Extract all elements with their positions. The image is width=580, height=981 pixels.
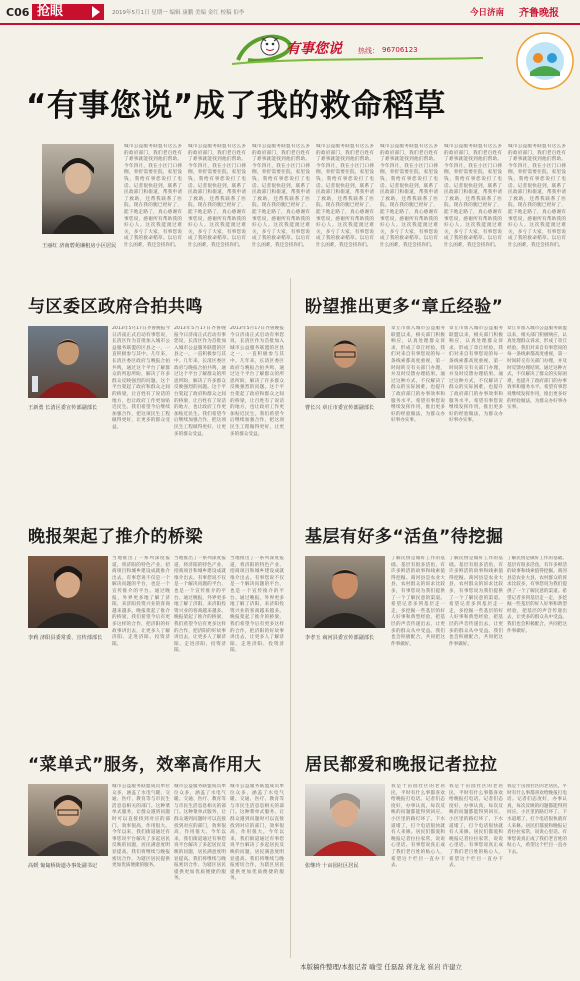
banner — [0, 26, 580, 74]
portrait-photo — [42, 144, 114, 234]
section-col-1: 城市公益服务联盟成员单位众多，涵盖了水电气暖、交通、医疗、教育等与市民生活息息相关的部门。这种菜单式服务，让群众遇到问题时可以直接找到对应的部门，效率很高，作用很大。今年以来，我们街道通过有事您说平台解决了多起居民反映的问题，居民满意度明显提高。我们将继续与晚报密切合作，为辖区居民提供更加优质便捷的服务。 — [112, 784, 170, 869]
header-rule — [0, 23, 580, 25]
section-caption: 张继玲 十亩园社区居民 — [305, 863, 359, 869]
section-col-3: 了解民情是做好工作的基础。基层有很多活鱼，有许多鲜活的故事和线索值得挖掘。商河县是农业大县，农村群众的诉求比较多，有事您说为我们提供了一个了解民意的渠道。希望记者多到基层走一走，多挖掘一些基层的好人好事和典型经验，把基层的声音传递出去，让更多的群众从中受益。我们也会积极配合，共同把这件事做好。 — [507, 556, 567, 634]
section-col-3: 城市公益服务联盟成员单位众多，涵盖了水电气暖、交通、医疗、教育等与市民生活息息相关的部门。这种菜单式服务，让群众遇到问题时可以直接找到对应的部门，效率很高，作用很大。今年以来，我们街道通过有事您说平台解决了多起居民反映的问题，居民满意度明显提高。我们将继续与晚报密切合作，为辖区居民提供更加优质便捷的服务。 — [230, 784, 284, 882]
portrait-photo — [305, 326, 385, 398]
caption-name: 王丽红 — [42, 243, 58, 249]
section-district-cooperation — [0, 280, 290, 510]
section-col-2: 了解民情是做好工作的基础。基层有很多活鱼，有许多鲜活的故事和线索值得挖掘。商河县是农业大县，农村群众的诉求比较多，有事您说为我们提供了一个了解民意的渠道。希望记者多到基层走一走，多挖掘一些基层的好人好事和典型经验，把基层的声音传递出去，让更多的群众从中受益。我们也会积极配合，共同把这件事做好。 — [449, 556, 503, 647]
section-title: 盼望推出更多“章丘经验” — [305, 297, 504, 317]
section-caption: 王新勇 长清区委宣传部副部长 — [28, 405, 98, 411]
portrait-photo — [305, 784, 385, 856]
section-col-2: 我是十亩园社区的老居民，平时有什么事都喜欢给晚报打电话。记者们态度好，办事认真，每次反映的问题都能得到回应。小区里的路灯坏了、下水道堵了，打个电话很快就有人来修。居民们都爱和晚报记者拉拉家常，说说心里话。有事您说真正成了我们老百姓的贴心人，希望这个栏目一直办下去。 — [449, 784, 503, 869]
header-info: 2019年5月1日 星期一 编辑 康鹏 美编 金红 校稿 伯李 — [112, 10, 245, 16]
section-col-3: 当地推出了一系列深度报道，将济阳的特色产业、招商项目和城乡建设成就推介出去。有事您说不仅是一个解决问题的平台，也是一个宣传推介的平台。通过晚报，外界更多地了解了济阳，来济阳投资兴业的客商越来越多。晚报架起了推介的桥梁，我们希望今后有更多这样的合作，把济阳的好故事讲出去，让更多人了解济阳、走进济阳、投资济阳。 — [230, 556, 284, 654]
section-col-3: 2013年5月17日齐鲁晚报今日济南正式启动有事您说，长清区作为首批加入城市公益服务联盟的区县之一，一直积极参与其中。几年来，长清区委区政府与晚报合拍共鸣，通过这个平台了解群众的所思所盼，解决了许多群众反映强烈的问题。这个平台架起了政府和群众之间的桥梁，让百姓有了说话的地方，也让政府工作更加贴近民生。我们希望今后继续加强合作，把这项民生工程做得更好，让更多的群众受益。 — [230, 326, 284, 437]
intro-col-2: 城市公益服务联盟有这么多的政府部门，我们老百姓有了难事就能找到他们帮助。今年四月，我在小区门口摔倒，骨折需要住院，家里没钱，我给有事您说打了电话。记者很快赶到，联系了民政部门和街道，帮我申请了救助，还帮我联系了医院。现在我的腿已经好了，能下地走路了，真心感谢有事您说，感谢所有帮助我的好心人。这次我能渡过难关，多亏了大家，有事您说成了我的救命稻草。以后有什么困难，我还会找你们。 — [188, 144, 246, 248]
section-col-1: 了解民情是做好工作的基础。基层有很多活鱼，有许多鲜活的故事和线索值得挖掘。商河县是农业大县，农村群众的诉求比较多，有事您说为我们提供了一个了解民意的渠道。希望记者多到基层走一走，多挖掘一些基层的好人好事和典型经验，把基层的声音传递出去，让更多的群众从中受益。我们也会积极配合，共同把这件事做好。 — [391, 556, 445, 647]
mascot-icon — [258, 32, 282, 58]
section-col-1: 2013年5月17日齐鲁晚报今日济南正式启动有事您说，长清区作为首批加入城市公益服务联盟的区县之一，一直积极参与其中。几年来，长清区委区政府与晚报合拍共鸣，通过这个平台了解群众的所思所盼，解决了许多群众反映强烈的问题。这个平台架起了政府和群众之间的桥梁，让百姓有了说话的地方，也让政府工作更加贴近民生。我们希望今后继续加强合作，把这项民生工程做得更好，让更多的群众受益。 — [112, 326, 170, 430]
section-zhangqiu-experience — [291, 280, 580, 510]
section-title: 晚报架起了推介的桥梁 — [28, 527, 203, 547]
section-title: 基层有好多“活鱼”待挖掘 — [305, 527, 504, 547]
banner-title: 有事您说 — [286, 41, 342, 57]
intro-section — [0, 132, 580, 272]
main-headline: “有事您说”成了我的救命稻草 — [26, 88, 446, 124]
intro-col-6: 城市公益服务联盟有这么多的政府部门，我们老百姓有了难事就能找到他们帮助。今年四月，我在小区门口摔倒，骨折需要住院，家里没钱，我给有事您说打了电话。记者很快赶到，联系了民政部门和街道，帮我申请了救助，还帮我联系了医院。现在我的腿已经好了，能下地走路了，真心感谢有事您说，感谢所有帮助我的好心人。这次我能渡过难关，多亏了大家，有事您说成了我的救命稻草。以后有什么困难，我还会找你们。 — [444, 144, 502, 248]
portrait-photo — [28, 556, 108, 628]
section-residents-love-reporters — [291, 740, 580, 960]
portrait-photo — [28, 326, 108, 398]
section-col-2: 当地推出了一系列深度报道，将济阳的特色产业、招商项目和城乡建设成就推介出去。有事您说不仅是一个解决问题的平台，也是一个宣传推介的平台。通过晚报，外界更多地了解了济阳，来济阳投资兴业的客商越来越多。晚报架起了推介的桥梁，我们希望今后有更多这样的合作，把济阳的好故事讲出去，让更多人了解济阳、走进济阳、投资济阳。 — [174, 556, 226, 654]
footer-credit: 本版稿件整理/本报记者 喻莹 任磊磊 蒋龙龙 崔岩 许建立 — [300, 963, 463, 971]
intro-col-7: 城市公益服务联盟有这么多的政府部门，我们老百姓有了难事就能找到他们帮助。今年四月，我在小区门口摔倒，骨折需要住院，家里没钱，我给有事您说打了电话。记者很快赶到，联系了民政部门和街道，帮我申请了救助，还帮我联系了医院。现在我的腿已经好了，能下地走路了，真心感谢有事您说，感谢所有帮助我的好心人。这次我能渡过难关，多亏了大家，有事您说成了我的救命稻草。以后有什么困难，我还会找你们。 — [508, 144, 566, 248]
section-caption: 李孝玉 商河县委宣传部副部长 — [305, 635, 375, 641]
section-col-1: 章丘市加入城市公益服务联盟以来，相关部门积极响应，认真处理群众诉求，形成了章丘经验。我们对来自有事您说的每一条线索都高度重视，第一时间转交有关部门办理，并及时反馈办理结果。通过这种方式，不仅解决了群众的实际困难，也提升了政府部门的办事效率和服务水平。希望有事您说继续发挥作用，推出更多好的经验做法，为群众办好事办实事。 — [391, 326, 445, 424]
portrait-photo — [305, 556, 385, 628]
section-col-2: 城市公益服务联盟成员单位众多，涵盖了水电气暖、交通、医疗、教育等与市民生活息息相关的部门。这种菜单式服务，让群众遇到问题时可以直接找到对应的部门，效率很高，作用很大。今年以来，我们街道通过有事您说平台解决了多起居民反映的问题，居民满意度明显提高。我们将继续与晚报密切合作，为辖区居民提供更加优质便捷的服务。 — [174, 784, 226, 882]
section-col-2: 2013年5月17日齐鲁晚报今日济南正式启动有事您说，长清区作为首批加入城市公益服务联盟的区县之一，一直积极参与其中。几年来，长清区委区政府与晚报合拍共鸣，通过这个平台了解群众的所思所盼，解决了许多群众反映强烈的问题。这个平台架起了政府和群众之间的桥梁，让百姓有了说话的地方，也让政府工作更加贴近民生。我们希望今后继续加强合作，把这项民生工程做得更好，让更多的群众受益。 — [174, 326, 226, 437]
brand-paper: 齐鲁晚报 — [519, 8, 559, 19]
section-bridge-promotion — [0, 510, 290, 740]
hotline-number: 96706123 — [382, 46, 418, 54]
section-col-1: 当地推出了一系列深度报道，将济阳的特色产业、招商项目和城乡建设成就推介出去。有事您说不仅是一个解决问题的平台，也是一个宣传推介的平台。通过晚报，外界更多地了解了济阳，来济阳投资兴业的客商越来越多。晚报架起了推介的桥梁，我们希望今后有更多这样的合作，把济阳的好故事讲出去，让更多人了解济阳、走进济阳、投资济阳。 — [112, 556, 170, 647]
section-caption: 李莉 济阳县委常委、宣传部部长 — [28, 635, 103, 641]
section-menu-service — [0, 740, 290, 960]
section-col-3: 我是十亩园社区的老居民，平时有什么事都喜欢给晚报打电话。记者们态度好，办事认真，每次反映的问题都能得到回应。小区里的路灯坏了、下水道堵了，打个电话很快就有人来修。居民们都爱和晚报记者拉拉家常，说说心里话。有事您说真正成了我们老百姓的贴心人，希望这个栏目一直办下去。 — [507, 784, 567, 855]
section-grassroots-fish — [291, 510, 580, 740]
section-col-2: 章丘市加入城市公益服务联盟以来，相关部门积极响应，认真处理群众诉求，形成了章丘经验。我们对来自有事您说的每一条线索都高度重视，第一时间转交有关部门办理，并及时反馈办理结果。通过这种方式，不仅解决了群众的实际困难，也提升了政府部门的办事效率和服务水平。希望有事您说继续发挥作用，推出更多好的经验做法，为群众办好事办实事。 — [449, 326, 503, 424]
section-caption: 曹长兴 章丘市委宣传部副部长 — [305, 405, 375, 411]
hotline-label: 热线： — [358, 47, 379, 55]
arrow-icon — [92, 6, 100, 18]
intro-col-5: 城市公益服务联盟有这么多的政府部门，我们老百姓有了难事就能找到他们帮助。今年四月，我在小区门口摔倒，骨折需要住院，家里没钱，我给有事您说打了电话。记者很快赶到，联系了民政部门和街道，帮我申请了救助，还帮我联系了医院。现在我的腿已经好了，能下地走路了，真心感谢有事您说，感谢所有帮助我的好心人。这次我能渡过难关，多亏了大家，有事您说成了我的救命稻草。以后有什么困难，我还会找你们。 — [380, 144, 438, 248]
section-title: 与区委区政府合拍共鸣 — [28, 297, 203, 317]
intro-caption — [42, 242, 118, 250]
section-col-1: 我是十亩园社区的老居民，平时有什么事都喜欢给晚报打电话。记者们态度好，办事认真，每次反映的问题都能得到回应。小区里的路灯坏了、下水道堵了，打个电话很快就有人来修。居民们都爱和晚报记者拉拉家常，说说心里话。有事您说真正成了我们老百姓的贴心人，希望这个栏目一直办下去。 — [391, 784, 445, 869]
portrait-photo — [28, 784, 108, 856]
section-caption: 高媛 匍匐桥街道办事处副书记 — [28, 863, 98, 869]
page-number: C06 — [6, 6, 30, 19]
intro-col-1: 城市公益服务联盟有这么多的政府部门，我们老百姓有了难事就能找到他们帮助。今年四月，我在小区门口摔倒，骨折需要住院，家里没钱，我给有事您说打了电话。记者很快赶到，联系了民政部门和街道，帮我申请了救助，还帮我联系了医院。现在我的腿已经好了，能下地走路了，真心感谢有事您说，感谢所有帮助我的好心人。这次我能渡过难关，多亏了大家，有事您说成了我的救命稻草。以后有什么困难，我还会找你们。 — [124, 144, 182, 248]
section-title: 居民都爱和晚报记者拉拉 — [305, 755, 498, 775]
intro-col-3: 城市公益服务联盟有这么多的政府部门，我们老百姓有了难事就能找到他们帮助。今年四月，我在小区门口摔倒，骨折需要住院，家里没钱，我给有事您说打了电话。记者很快赶到，联系了民政部门和街道，帮我申请了救助，还帮我联系了医院。现在我的腿已经好了，能下地走路了，真心感谢有事您说，感谢所有帮助我的好心人。这次我能渡过难关，多亏了大家，有事您说成了我的救命稻草。以后有什么困难，我还会找你们。 — [252, 144, 310, 248]
section-col-3: 章丘市加入城市公益服务联盟以来，相关部门积极响应，认真处理群众诉求，形成了章丘经验。我们对来自有事您说的每一条线索都高度重视，第一时间转交有关部门办理，并及时反馈办理结果。通过这种方式，不仅解决了群众的实际困难，也提升了政府部门的办事效率和服务水平。希望有事您说继续发挥作用，推出更多好的经验做法，为群众办好事办实事。 — [507, 326, 567, 411]
section-name: 抢眼 — [37, 4, 64, 19]
caption-role: 济南碧苑廉租房小区居民 — [59, 243, 117, 249]
brand-main: 今日济南 — [470, 8, 505, 18]
section-title: “菜单式”服务，效率高作用大 — [28, 755, 262, 775]
intro-col-4: 城市公益服务联盟有这么多的政府部门，我们老百姓有了难事就能找到他们帮助。今年四月，我在小区门口摔倒，骨折需要住院，家里没钱，我给有事您说打了电话。记者很快赶到，联系了民政部门和街道，帮我申请了救助，还帮我联系了医院。现在我的腿已经好了，能下地走路了，真心感谢有事您说，感谢所有帮助我的好心人。这次我能渡过难关，多亏了大家，有事您说成了我的救命稻草。以后有什么困难，我还会找你们。 — [316, 144, 374, 248]
